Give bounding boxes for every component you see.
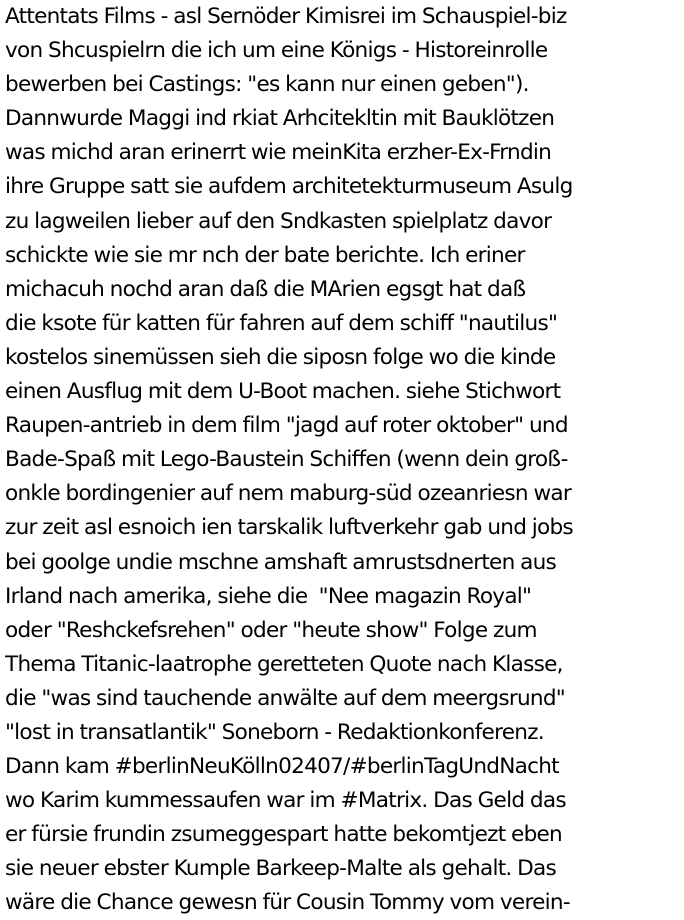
text-line: sie neuer ebster Kumple Barkeep-Malte als gehalt. Das: [5, 856, 556, 882]
text-line: Irland nach amerika, siehe die "Nee magazin Royal": [5, 583, 532, 609]
text-line: wo Karim kummessaufen war im #Matrix. Das Geld das: [5, 788, 566, 814]
text-line: ihre Gruppe satt sie aufdem architetekturmuseum Asulg: [5, 174, 573, 200]
text-line: michacuh nochd aran daß die MArien egsgt hat daß: [5, 276, 526, 302]
text-line: Thema Titanic-laatrophe geretteten Quote nach Klasse,: [5, 651, 563, 677]
text-line: schickte wie sie mr nch der bate berichte. Ich eriner: [5, 242, 525, 268]
text-line: oder "Reshckefsrehen" oder "heute show" Folge zum: [5, 617, 537, 643]
text-line: zu lagweilen lieber auf den Sndkasten spielplatz davor: [5, 208, 552, 234]
text-line: wäre die Chance gewesn für Cousin Tommy vom verein-: [5, 890, 570, 916]
text-line: Raupen-antrieb in dem film "jagd auf roter oktober" und: [5, 413, 568, 439]
body-text: [5, 0, 684, 920]
text-line: bei goolge undie mschne amshaft amrustsdnerten aus: [5, 549, 557, 575]
text-line: bewerben bei Castings: "es kann nur einen geben").: [5, 72, 529, 98]
text-line: kostelos sinemüssen sieh die siposn folge wo die kinde: [5, 344, 556, 370]
text-line: von Shcuspielrn die ich um eine Königs - Historeinrolle: [5, 38, 548, 64]
text-line: einen Ausflug mit dem U-Boot machen. siehe Stichwort: [5, 379, 561, 405]
text-line: zur zeit asl esnoich ien tarskalik luftverkehr gab und jobs: [5, 515, 573, 541]
text-line: onkle bordingenier auf nem maburg-süd ozeanriesn war: [5, 481, 571, 507]
text-line: die ksote für katten für fahren auf dem schiff "nautilus": [5, 310, 558, 336]
text-line: was michd aran erinerrt wie meinKita erzher-Ex-Frndin: [5, 140, 552, 166]
text-line: Dann kam #berlinNeuKölln02407/#berlinTagUndNacht: [5, 754, 559, 780]
text-line: die "was sind tauchende anwälte auf dem meergsrund": [5, 685, 565, 711]
text-line: Dannwurde Maggi ind rkiat Arhcitekltin mit Bauklötzen: [5, 106, 555, 132]
text-line: er fürsie frundin zsumeggespart hatte bekomtjezt eben: [5, 822, 562, 848]
text-line: Attentats Films - asl Sernöder Kimisrei im Schauspiel-biz: [5, 4, 567, 29]
text-line: Bade-Spaß mit Lego-Baustein Schiffen (wenn dein groß-: [5, 447, 568, 473]
text-line: "lost in transatlantik" Soneborn - Redaktionkonferenz.: [5, 719, 544, 745]
